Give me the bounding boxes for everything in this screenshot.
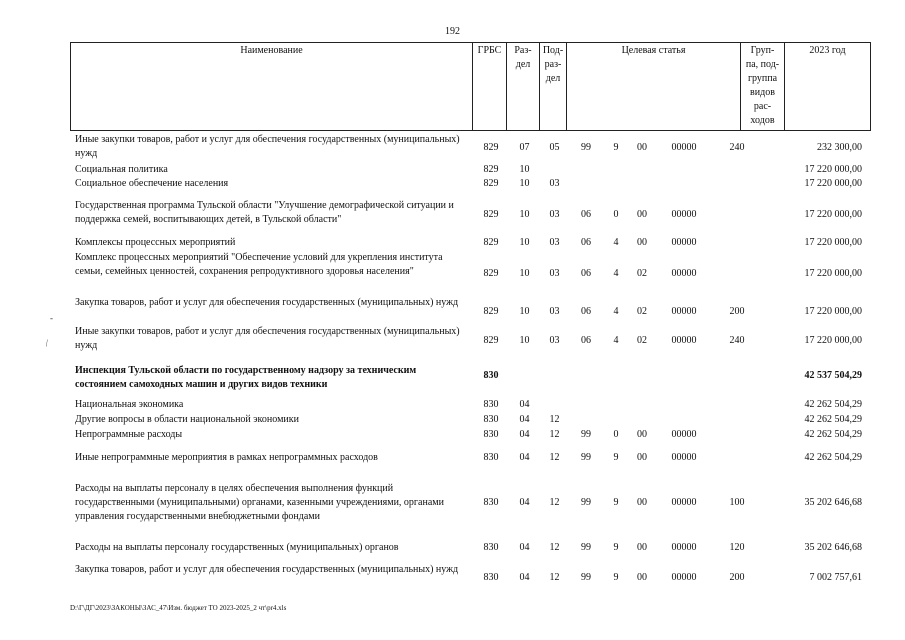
row-cs-event: 00 bbox=[637, 452, 647, 463]
row-expense-group: 100 bbox=[729, 497, 745, 508]
row-amount: 17 220 000,00 bbox=[804, 237, 862, 248]
row-podrazdel: 12 bbox=[549, 452, 560, 463]
row-podrazdel: 03 bbox=[549, 335, 560, 346]
row-cs-program: 99 bbox=[581, 429, 591, 440]
row-cs-type: 4 bbox=[613, 268, 619, 279]
row-amount: 42 262 504,29 bbox=[804, 429, 862, 440]
row-cs-event: 00 bbox=[637, 572, 647, 583]
row-amount: 17 220 000,00 bbox=[804, 306, 862, 317]
row-name: Комплекс процессных мероприятий "Обеспечение условий для укрепления института семьи, семейных ценностей, сохранения репродуктивного здоровья населения" bbox=[75, 252, 443, 277]
row-name: Социальная политика bbox=[75, 164, 168, 175]
row-cs-event: 00 bbox=[637, 209, 647, 220]
row-amount: 42 262 504,29 bbox=[804, 399, 862, 410]
row-cs-type: 9 bbox=[613, 542, 619, 553]
row-grbs: 829 bbox=[483, 142, 499, 153]
margin-pen-mark: ⁄ bbox=[43, 338, 50, 348]
row-grbs: 830 bbox=[483, 572, 499, 583]
row-cs-program: 06 bbox=[581, 268, 591, 279]
row-name: Другие вопросы в области национальной экономики bbox=[75, 414, 299, 425]
row-razdel: 04 bbox=[519, 414, 530, 425]
row-cs-type: 4 bbox=[613, 237, 619, 248]
row-cs-direction: 00000 bbox=[671, 142, 697, 153]
row-razdel: 04 bbox=[519, 399, 530, 410]
row-cs-direction: 00000 bbox=[671, 429, 697, 440]
row-grbs: 829 bbox=[483, 209, 499, 220]
row-cs-program: 99 bbox=[581, 142, 591, 153]
row-cs-event: 00 bbox=[637, 429, 647, 440]
row-cs-program: 99 bbox=[581, 542, 591, 553]
row-name: Комплексы процессных мероприятий bbox=[75, 237, 236, 248]
row-amount: 35 202 646,68 bbox=[804, 497, 862, 508]
row-cs-program: 06 bbox=[581, 335, 591, 346]
margin-tick-mark: - bbox=[50, 313, 53, 323]
header-year-2023: 2023 год bbox=[785, 43, 871, 131]
row-cs-direction: 00000 bbox=[671, 497, 697, 508]
row-grbs: 829 bbox=[483, 268, 499, 279]
row-grbs: 829 bbox=[483, 178, 499, 189]
row-razdel: 07 bbox=[519, 142, 530, 153]
header-razdel: Раз- дел bbox=[507, 43, 540, 131]
row-grbs: 830 bbox=[483, 542, 499, 553]
row-amount: 42 537 504,29 bbox=[804, 370, 862, 381]
row-name: Иные непрограммные мероприятия в рамках непрограммных расходов bbox=[75, 452, 378, 463]
row-cs-program: 99 bbox=[581, 572, 591, 583]
row-cs-type: 9 bbox=[613, 452, 619, 463]
row-cs-type: 9 bbox=[613, 572, 619, 583]
row-name: Расходы на выплаты персоналу в целях обеспечения выполнения функций государственными (муниципальными) органами, казенными учреждениями, органами управления государственными внебюджетными фондами bbox=[75, 483, 444, 522]
row-expense-group: 120 bbox=[729, 542, 745, 553]
row-razdel: 10 bbox=[519, 164, 530, 175]
row-podrazdel: 12 bbox=[549, 497, 560, 508]
row-podrazdel: 12 bbox=[549, 572, 560, 583]
row-cs-program: 06 bbox=[581, 209, 591, 220]
row-amount: 232 300,00 bbox=[817, 142, 862, 153]
header-expense-group: Груп- па, под- группа видов рас- ходов bbox=[741, 43, 785, 131]
row-podrazdel: 03 bbox=[549, 306, 560, 317]
row-razdel: 04 bbox=[519, 542, 530, 553]
row-podrazdel: 05 bbox=[549, 142, 560, 153]
row-cs-type: 0 bbox=[613, 429, 619, 440]
row-amount: 35 202 646,68 bbox=[804, 542, 862, 553]
row-razdel: 10 bbox=[519, 237, 530, 248]
row-name: Непрограммные расходы bbox=[75, 429, 183, 440]
row-razdel: 10 bbox=[519, 306, 530, 317]
header-grbs: ГРБС bbox=[473, 43, 507, 131]
row-cs-event: 02 bbox=[637, 268, 647, 279]
row-name: Государственная программа Тульской области "Улучшение демографической ситуации и поддержка семей, воспитывающих детей, в Тульской области" bbox=[75, 200, 454, 225]
row-grbs: 829 bbox=[483, 306, 499, 317]
row-grbs: 830 bbox=[483, 429, 499, 440]
row-cs-direction: 00000 bbox=[671, 572, 697, 583]
row-name: Национальная экономика bbox=[75, 399, 184, 410]
row-cs-direction: 00000 bbox=[671, 306, 697, 317]
row-cs-event: 00 bbox=[637, 237, 647, 248]
row-cs-type: 4 bbox=[613, 306, 619, 317]
row-razdel: 04 bbox=[519, 572, 530, 583]
row-amount: 17 220 000,00 bbox=[804, 335, 862, 346]
row-podrazdel: 03 bbox=[549, 268, 560, 279]
row-cs-program: 99 bbox=[581, 452, 591, 463]
row-cs-program: 99 bbox=[581, 497, 591, 508]
row-cs-direction: 00000 bbox=[671, 237, 697, 248]
row-grbs: 830 bbox=[483, 497, 499, 508]
row-cs-event: 02 bbox=[637, 335, 647, 346]
header-target-article: Целевая статья bbox=[567, 43, 741, 131]
row-cs-type: 0 bbox=[613, 209, 619, 220]
row-cs-event: 00 bbox=[637, 142, 647, 153]
row-grbs: 830 bbox=[483, 399, 499, 410]
row-cs-type: 4 bbox=[613, 335, 619, 346]
row-amount: 42 262 504,29 bbox=[804, 414, 862, 425]
row-amount: 42 262 504,29 bbox=[804, 452, 862, 463]
row-expense-group: 240 bbox=[729, 335, 745, 346]
row-razdel: 04 bbox=[519, 497, 530, 508]
row-razdel: 04 bbox=[519, 429, 530, 440]
row-podrazdel: 03 bbox=[549, 209, 560, 220]
row-razdel: 10 bbox=[519, 268, 530, 279]
row-cs-type: 9 bbox=[613, 497, 619, 508]
header-name: Наименование bbox=[71, 43, 473, 131]
row-razdel: 10 bbox=[519, 335, 530, 346]
row-podrazdel: 12 bbox=[549, 429, 560, 440]
row-cs-direction: 00000 bbox=[671, 542, 697, 553]
row-name: Иные закупки товаров, работ и услуг для обеспечения государственных (муниципальных) нужд bbox=[75, 326, 460, 351]
row-name: Закупка товаров, работ и услуг для обеспечения государственных (муниципальных) нужд bbox=[75, 297, 459, 308]
row-amount: 7 002 757,61 bbox=[809, 572, 862, 583]
row-grbs: 830 bbox=[483, 414, 499, 425]
row-cs-event: 02 bbox=[637, 306, 647, 317]
row-cs-direction: 00000 bbox=[671, 335, 697, 346]
row-expense-group: 200 bbox=[729, 572, 745, 583]
row-name: Инспекция Тульской области по государственному надзору за техническим состоянием самоходных машин и других видов техники bbox=[75, 365, 417, 390]
row-name: Закупка товаров, работ и услуг для обеспечения государственных (муниципальных) нужд bbox=[75, 564, 459, 575]
row-cs-direction: 00000 bbox=[671, 268, 697, 279]
row-cs-program: 06 bbox=[581, 306, 591, 317]
header-podrazdel: Под- раз- дел bbox=[540, 43, 567, 131]
table-header bbox=[70, 42, 871, 131]
row-grbs: 829 bbox=[483, 335, 499, 346]
row-podrazdel: 12 bbox=[549, 414, 560, 425]
row-podrazdel: 03 bbox=[549, 178, 560, 189]
row-expense-group: 200 bbox=[729, 306, 745, 317]
row-razdel: 10 bbox=[519, 178, 530, 189]
row-amount: 17 220 000,00 bbox=[804, 164, 862, 175]
row-cs-direction: 00000 bbox=[671, 209, 697, 220]
row-expense-group: 240 bbox=[729, 142, 745, 153]
row-name: Расходы на выплаты персоналу государственных (муниципальных) органов bbox=[75, 542, 399, 553]
row-amount: 17 220 000,00 bbox=[804, 209, 862, 220]
row-cs-direction: 00000 bbox=[671, 452, 697, 463]
row-podrazdel: 03 bbox=[549, 237, 560, 248]
page-number: 192 bbox=[445, 26, 460, 37]
row-grbs: 829 bbox=[483, 237, 499, 248]
file-path-footer: D:\Г\ДГ\2023\ЗАКОНЫ\ЗАС_47\Изм. бюджет ТО 2023-2025_2 чт\pr4.xls bbox=[70, 604, 287, 612]
row-cs-type: 9 bbox=[613, 142, 619, 153]
row-amount: 17 220 000,00 bbox=[804, 178, 862, 189]
row-razdel: 04 bbox=[519, 452, 530, 463]
row-cs-event: 00 bbox=[637, 542, 647, 553]
row-grbs: 830 bbox=[483, 452, 499, 463]
row-cs-event: 00 bbox=[637, 497, 647, 508]
row-podrazdel: 12 bbox=[549, 542, 560, 553]
row-name: Социальное обеспечение населения bbox=[75, 178, 229, 189]
row-cs-program: 06 bbox=[581, 237, 591, 248]
row-razdel: 10 bbox=[519, 209, 530, 220]
row-grbs: 829 bbox=[483, 164, 499, 175]
row-name: Иные закупки товаров, работ и услуг для обеспечения государственных (муниципальных) нужд bbox=[75, 134, 460, 159]
row-grbs: 830 bbox=[483, 370, 499, 381]
row-amount: 17 220 000,00 bbox=[804, 268, 862, 279]
